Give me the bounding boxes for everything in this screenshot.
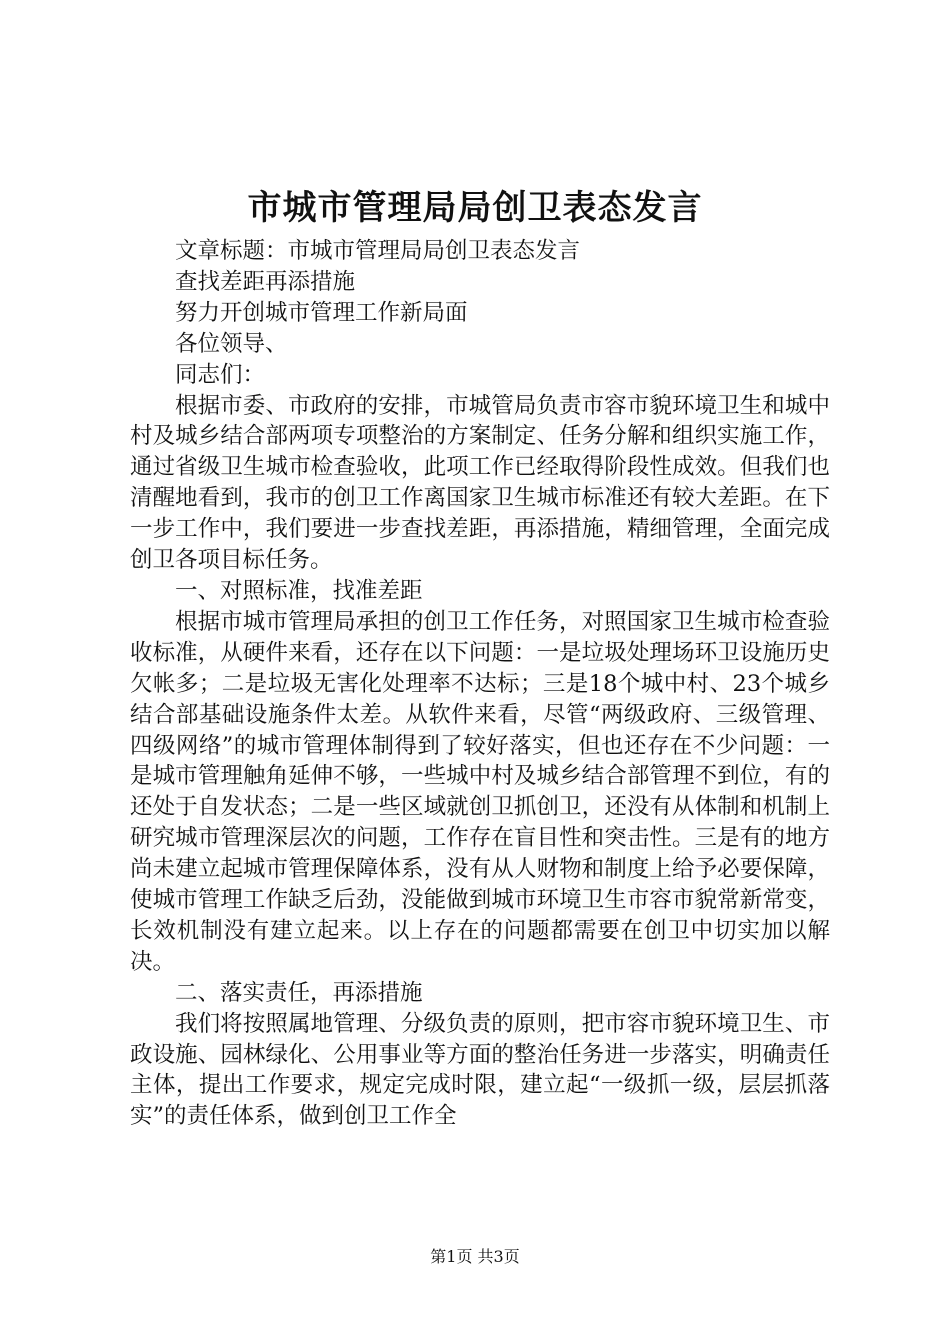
page-number-footer: 第1页 共3页 [430, 1247, 520, 1266]
article-title-line: 文章标题：市城市管理局局创卫表态发言 [175, 238, 581, 264]
section-heading-1: 一、对照标准，找准差距 [175, 577, 423, 604]
subtitle-line-2: 努力开创城市管理工作新局面 [175, 299, 468, 326]
document-body [130, 236, 830, 1132]
salutation-line-2: 同志们： [175, 361, 266, 388]
section-1-paragraph: 根据市城市管理局承担的创卫工作任务，对照国家卫生城市检查验收标准，从硬件来看，还存在以下问题：一是垃圾处理场环卫设施历史欠帐多；二是垃圾无害化处理率不达标；三是18个城中村、23个城乡结合部基础设施条件太差。从软件来看，尽管“两级政府、三级管理、四级网络”的城市管理体制得到了较好落实，但也还存在不少问题：一是城市管理触角延伸不够，一些城中村及城乡结合部管理不到位，有的还处于自发状态；二是一些区域就创卫抓创卫，还没有从体制和机制上研究城市管理深层次的问题，工作存在盲目性和突击性。三是有的地方尚未建立起城市管理保障体系，没有从人财物和制度上给予必要保障，使城市管理工作缺乏后劲，没能做到城市环境卫生市容市貌常新常变，长效机制没有建立起来。以上存在的问题都需要在创卫中切实加以解决。 [130, 608, 830, 975]
document-title: 市城市管理局局创卫表态发言 [247, 188, 703, 228]
intro-paragraph: 根据市委、市政府的安排，市城管局负责市容市貌环境卫生和城中村及城乡结合部两项专项整治的方案制定、任务分解和组织实施工作，通过省级卫生城市检查验收，此项工作已经取得阶段性成效。但我们也清醒地看到，我市的创卫工作离国家卫生城市标准还有较大差距。在下一步工作中，我们要进一步查找差距，再添措施，精细管理，全面完成创卫各项目标任务。 [130, 392, 830, 574]
salutation-line-1: 各位领导、 [175, 330, 288, 357]
subtitle-line-1: 查找差距再添措施 [175, 268, 356, 295]
section-2-paragraph: 我们将按照属地管理、分级负责的原则，把市容市貌环境卫生、市政设施、园林绿化、公用事业等方面的整治任务进一步落实，明确责任主体，提出工作要求，规定完成时限，建立起“一级抓一级，层层抓落实”的责任体系，做到创卫工作全 [130, 1010, 830, 1130]
section-heading-2: 二、落实责任，再添措施 [175, 979, 423, 1006]
